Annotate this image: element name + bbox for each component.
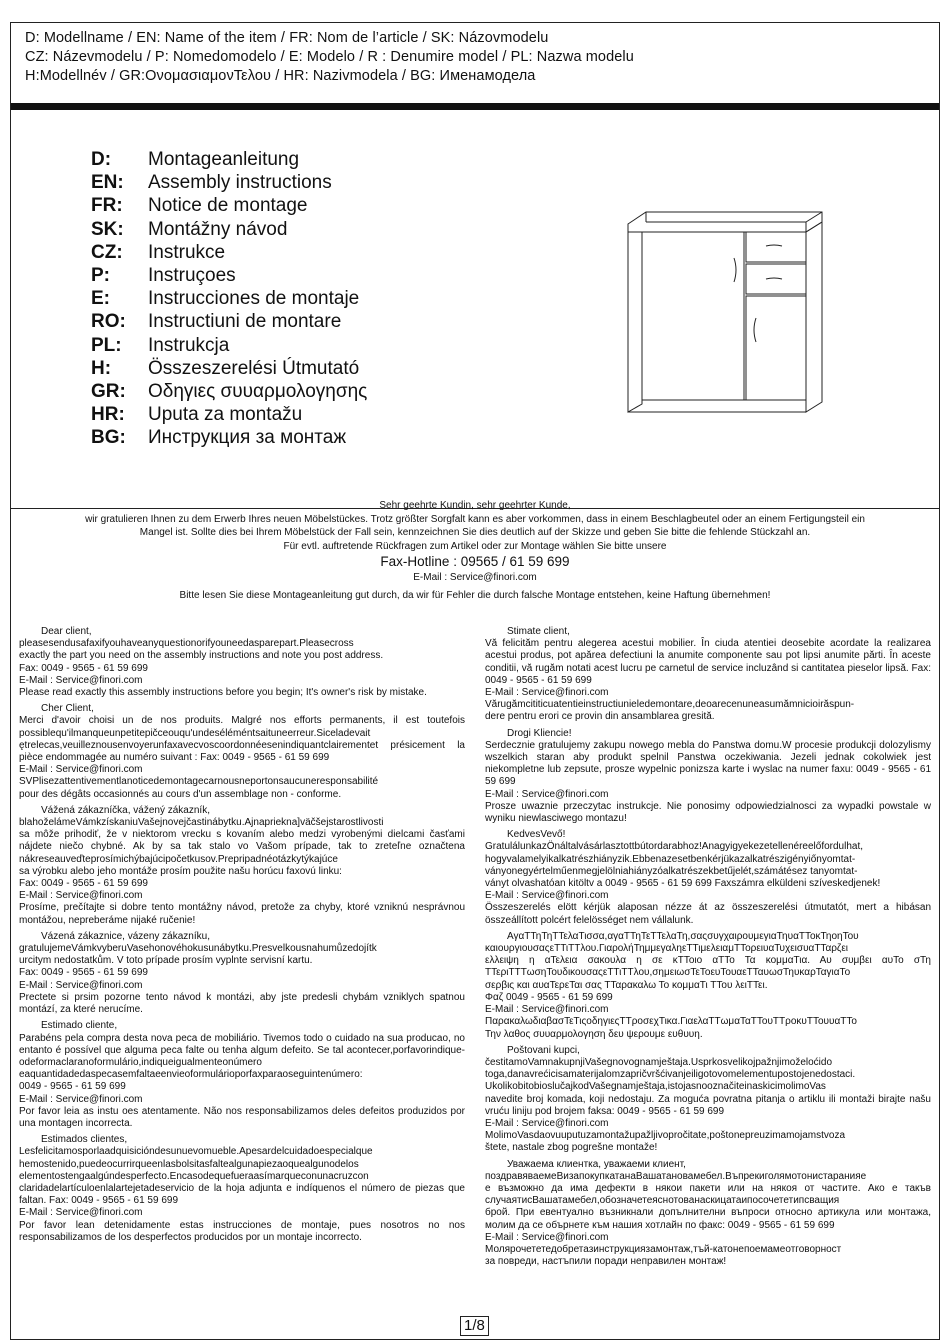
block-line: eaquantidadedaspecasemfaltaeenvieoformulárioporfaxparaoseguintenúmero: [19,1069,363,1081]
block-line: Fax: 0049 - 9565 - 61 59 699 [19,878,148,890]
language-title: Montageanleitung [148,149,300,170]
language-title: Instrucciones de montaje [148,288,360,310]
language-title: Οδηγιες συυαρμολογησης [148,381,368,403]
language-row [91,171,367,194]
language-row [91,357,367,380]
header-divider [11,103,939,110]
block-line: pleasesendusafaxifyouhaveanyquestionorifyouneedasparepart.Pleasecross [19,638,354,650]
salutation: Drogi Kliencie! [507,727,572,739]
block-line: Prosíme, prečítajte si dobre tento montážny návod, pretože za chyby, ktoré vzniknú nesprávnou montážou, nepreberáme nijaké ručenie! [19,902,465,926]
block-line: E-Mail : Service@finori.com [485,1231,609,1243]
block-line: брой. При евентуално възникнали допълнителни въпроси относно артикула или монтажа, молим да се обърнете към нашия хотлайн по факс: 0049 - 9565 - 61 59 699 [485,1207,931,1231]
block-line: Serdecznie gratulujemy zakupu nowego mebla do Panstwa domu.W procesie produkcji dolozylismy wszelkich staran aby produkt spelnil Panstwa oczekiwania. Jezeli jednak cokolwiek jest niekompletne lub zepsute, prosze wypelnic ponizsza karte i wyslac na numer faxu: 0049 - 9565 - 61 59 699 [485,739,931,788]
language-code: GR: [91,381,126,403]
salutation: Уважаема клиентка, уважаеми клиент, [507,1158,686,1170]
language-title: Notice de montage [148,195,308,217]
block-line: Prosze uwaznie przeczytac instrukcje. Nie ponosimy odpowiedzialnosci za wypadki powstale w wyniku niewlasciwego montazu! [485,800,931,825]
block-line: за повреди, настъпили поради неправилен монтаж! [485,1256,727,1268]
block-line: Merci d'avoir choisi un de nos produits. Malgré nos efforts permanents, il est toutefois possiblequ'ilmanqueunpetitepičceouqu'undeséléméntsaituneerreur.Siceladevait [19,715,465,739]
block-line: E-Mail : Service@finori.com [19,1207,143,1219]
language-code: D: [91,149,112,170]
block-line: Fax: 0049 - 9565 - 61 59 699 [19,967,148,979]
salutation: Estimados clientes, [41,1134,128,1146]
block-line: е възможно да има дефекти в някои пакети или на някоя от частите. Ако е такъв случаятисВашатамебел,обозначетеяснотованаскицатаипосочететипсващия [485,1182,931,1207]
language-block [485,829,931,927]
block-line: dere pentru erori ce provin din ansamblarea gresită. [485,711,715,723]
language-row [91,194,367,217]
block-line: ványt olvashatóan kitöltv a 0049 - 9565 - 61 59 699 Faxszámra elküldeni szíveskedjenek! [485,878,881,890]
header-line: H:Modellnév / GR:ΟνομασιαμονΤελου / HR: Nazivmodela / BG: Именамодела [25,68,536,84]
email: E-Mail : Service@finori.com [413,572,537,583]
language-block [485,931,931,1041]
block-line: Parabéns pela compra desta nova peca de mobiliário. Tivemos todo o cuidado na sua producao, no entanto é possível que alguma peca falte ou tenha algum defeito. Se tal acontecer,porfavorindique-odeformaclaranoformulário,indiqueigualmenteonúmero [19,1032,465,1068]
left-column [19,626,465,1272]
block-line: elementostengaalgúndesperfecto.Encasodequefueraasímarqueconunacruzcon [19,1170,369,1182]
block-line: hemostenido,puedeocurrirqueenlasbolsitasfaltealgunapiezaoquealgunodelos [19,1158,359,1170]
block-line: ętrelecas,veuilleznousenvoyerunfaxavecvoscoordonnéesenindiquantclairementet présicement la pièce endommagée au numéro suivant : Fax: 0049 - 9565 - 61 59 699 [19,739,465,764]
block-line: urcitym nedostatkům. V toto prípade prosím vyplnte servisní kartu. [19,955,313,967]
language-row [91,403,367,426]
title-box [11,110,939,509]
block-line: ελλειψη η αΤελεια σακουλα η σε κΤΤοιο αΤΤο Τα κομμαΤια. Αυ συμβει αυΤο σΤη ΤΤεριΤΤΤωσηΤουδικουσαςεΤΤιΤΤλου,σημειωσΤεΤοευΤουαεΤΤαυωσΤηυκαρΤαγιαΤο [485,955,931,979]
block-line: καιουργιουσαςεΤΤιΤΤλου.ΓιαρολήΤημμεγαληεΤΤιμελειαμΤΤορειυαΤυχεισυαΤΤαρζει [485,943,848,955]
language-row [91,264,367,287]
block-line: E-Mail : Service@finori.com [19,979,143,991]
block-line: ΠαρακαλωδιαβασΤεΤιςοδηγιεςΤΤροσεχΤικα.ΓιαελαΤΤωμαΤαΤΤουΤΤροκυΤΤουυαΤΤο [485,1016,857,1028]
block-line: blahoželámeVámkzískaniuVašejnovejčastinábytku.Ajnapriekna]väčšejstarostlivosti [19,817,384,829]
block-line: E-Mail : Service@finori.com [19,1093,143,1105]
language-title: Instruçoes [148,265,236,287]
language-row [91,380,367,403]
block-line: MolimoVasdaovuuputuzamontažupažljivopročitate,poštonepreuzimamojamstvoza [485,1130,846,1142]
language-code: PL: [91,334,122,356]
language-block [485,728,931,826]
block-line: E-Mail : Service@finori.com [485,687,609,699]
language-block [19,1020,465,1130]
language-code: SK: [91,218,124,240]
language-code: BG: [91,427,126,449]
block-line: 0049 - 9565 - 61 59 699 [19,1081,126,1093]
block-line: Vă felicităm pentru alegerea acestui mobilier. În ciuda atentiei deosebite acordate la realizarea acestui produs, pot apărea defectiuni la anumite componente sau pot lipsi anumite părti. În aceste conditii, vă rugăm notati acest lucru pe carnetul de service incluzând si cantitatea pieselor lipsă. Fax: 0049 - 9565 - 61 59 699 [485,638,931,686]
salutation: Dear client, [41,626,92,637]
language-title: Instrukce [148,241,226,263]
block-line: σερβις και αυαΤερεΤαι σας ΤΤαρακαλω Το κομμαΤι ΤΤου λειΤΤει. [485,979,768,991]
salutation: ΑγαΤΤηΤηΤΤελαΤισσα,αγαΤΤηΤεΤΤελαΤη,σαςσυγχαιρουμεγιαΤηυαΤΤοκΤηοηΤου [507,930,859,942]
block-line: Összeszerelés elött kérjük alaposan nézze át az összeszerelési útmutatót, mert a hibásan összeállított polcért felelösséget nem vállalunk. [485,902,931,926]
block-line: Fax: 0049 - 9565 - 61 59 699 [19,662,148,674]
block-line: exactly the part you need on the assembly instructions and note you post address. [19,650,384,662]
german-note: Bitte lesen Sie diese Montageanleitung gut durch, da wir für Fehler die durch falsche Montage entstehen, keine Haftung übernehmen! [179,589,771,601]
language-title: Összeszerelési Útmutató [148,357,360,379]
block-line: Por favor leia as instu oes atentamente. Não nos responsabilizamos deles defeitos produzidos por una montagen incorrecta. [19,1105,465,1129]
language-title: Instrukcja [148,334,230,356]
language-block [19,626,465,699]
model-name-header [11,23,939,86]
block-line: Please read exactly this assembly instructions before you begin; It's owner's risk by mistake. [19,687,427,699]
german-greeting: Sehr geehrte Kundin, sehr geehrter Kunde, [379,500,571,511]
language-code: P: [91,265,110,287]
right-column [485,626,931,1272]
language-code: H: [91,357,112,379]
language-block [19,1134,465,1244]
language-row [91,310,367,333]
block-line: E-Mail : Service@finori.com [485,788,609,800]
salutation: Stimate client, [507,626,570,637]
block-line: Por favor lean detenidamente estas instrucciones de montaje, pues nosotros no nos responsabilizamos de los desperfectos producidos por un montaje incorrecto. [19,1219,465,1243]
german-paragraph: Mangel ist. Sollte dies bei Ihrem Möbelstück der Fall sein, kennzeichnen Sie dies deutlich auf der Skizze und geben Sie bitte die fehlende Stückzahl an. [139,527,811,538]
block-line: Την λαθος συυαρμολογηση δευ ψερουμε ευθυυη. [485,1028,703,1040]
language-row [91,148,367,171]
block-line: štete, nastale zbog pogrešne montaže! [485,1142,658,1154]
language-code: CZ: [91,241,123,263]
block-line: gratulujemeVámkvyberuVasehonovéhokusunábytku.Presvelkousnahumůzedojítk [19,943,377,955]
block-line: hogyvalamelyikalkatrészhiányzik.Ebbenazesetbenkérjükazalkatrészigényiőnyomtat- [485,853,856,865]
block-line: GratulálunkazÖnáltalvásárlasztottbútordarabhoz!Anagyigyekezetellenéreelőfordulhat, [485,841,864,853]
block-line: ványonegyértelműenmegjelölniahiányzóalkatrészekbetűjelét,számátésez tanyomtat- [485,865,858,877]
language-code: RO: [91,311,126,333]
language-block [485,626,931,724]
fax-hotline: Fax-Hotline : 09565 / 61 59 699 [380,554,570,569]
language-code: EN: [91,172,124,194]
block-line: E-Mail : Service@finori.com [19,764,143,776]
block-line: E-Mail : Service@finori.com [485,1117,609,1129]
block-line: Φαζ 0049 - 9565 - 61 59 699 [485,991,613,1003]
block-line: claridadelartículoenlalartejetadeservicio de la hoja adjunta e indíquenos el número de piezas que faltan. Fax: 0049 - 9565 - 61 59 699 [19,1182,465,1207]
header-line: CZ: Názevmodelu / P: Nomedomodelo / E: Modelo / R : Denumire model / PL: Nazwa modelu [25,49,634,65]
language-block [19,805,465,927]
block-line: pour des dégâts occasionnés au cours d'un assemblage non - conforme. [19,788,342,800]
salutation: Vážená zákazníčka, vážený zákazník, [41,804,210,816]
block-line: E-Mail : Service@finori.com [19,674,143,686]
block-line: E-Mail : Service@finori.com [485,890,609,902]
german-intro [11,499,939,602]
german-paragraph: Für evtl. auftretende Rückfragen zum Artikel oder zur Montage wählen Sie bitte unsere [283,540,667,552]
block-line: toga,danavrećicisamaterijalomzapričvršćivanjeiligotovomelementupostojenedostaci. [485,1069,856,1081]
language-title: Uputa za montažu [148,404,303,426]
block-line: sa výrobku alebo jeho montáže prosím použite našu horúcu faxovú linku: [19,865,342,877]
language-block [485,1045,931,1155]
language-row [91,334,367,357]
salutation: Estimado cliente, [41,1020,118,1032]
language-code: FR: [91,195,123,217]
block-line: sa môže prihodiť, že v niektorom vrecku s kovaním alebo medzi vyrobenými dielcami časťami nájdete niečo chybné. Ak by sa tak stalo vo Vašom prípade, tak to zreteľne označtena nákreseauveďteprosímichýbajúcipočetkusov.Prepripadnéotázkytýkajúce [19,829,465,865]
block-line: čestitamoVamnakupnjiVašegnovognamještaja.Usprkosvelikojpažnjimoželoćido [485,1056,833,1068]
block-line: navedite broj komada, koji nedostaju. Za moguća povratna pitanja o artiklu ili montaži birajte našu vruću liniju pod brojem faksa: 0049 - 9565 - 61 59 699 [485,1093,931,1117]
document-page [10,22,940,1340]
block-line: поздравяваемеВизапокупкатанаВашатановамебел.Въпрекиголямотонистаранияе [485,1170,867,1182]
cabinet-illustration [626,206,836,416]
salutation: Poštovani kupci, [507,1044,580,1056]
translations [19,626,931,1272]
block-line: Lesfelicitamosporlaadquisicióndesunuevomueble.Apesardelcuidadoespecialque [19,1146,373,1158]
block-line: SVPlisezattentivementlanoticedemontagecarnousneportonsaucuneresponsabilité [19,776,379,788]
salutation: Cher Client, [41,703,94,715]
german-paragraph: wir gratulieren Ihnen zu dem Erwerb Ihres neuen Möbelstückes. Trotz größter Sorgfalt kann es aber vorkommen, dass in einem Beschlagbeutel oder an einem Fertigungsteil ein [85,513,865,525]
block-line: Молярочететедобретазинструкциязамонтаж,тъй-катонепоемамеотговорност [485,1243,842,1255]
language-title: Montážny návod [148,218,288,240]
header-line: D: Modellname / EN: Name of the item / FR: Nom de l’article / SK: Názovmodelu [25,30,549,46]
language-code: HR: [91,404,125,426]
block-line: E-Mail : Service@finori.com [485,1004,609,1016]
language-code: E: [91,288,110,310]
salutation: Vázená zákaznice, vázeny zákazníku, [41,930,210,942]
language-list [91,148,367,450]
block-line: UkolikobitobioslučajkodVašegnamještaja,istojasnooznačiteinaskicimolimoVas [485,1081,826,1093]
block-line: E-Mail : Service@finori.com [19,890,143,902]
language-title: Instructiuni de montare [148,311,342,333]
language-block [485,1159,931,1269]
block-line: Prectete si prsim pozorne tento návod k montázi, aby jste predesli chybám vzniklych spatnou montází, za které nerucíme. [19,991,465,1016]
block-line: Vărugămcititicuatentieinstructiunieledemontare,deoarecenuneasumămnicioirăspun- [485,699,855,711]
salutation: KedvesVevő! [507,829,566,841]
language-block [19,703,465,801]
language-row [91,218,367,241]
language-row [91,426,367,449]
language-row [91,287,367,310]
language-row [91,241,367,264]
language-block [19,931,465,1016]
language-title: Assembly instructions [148,172,332,194]
page-number: 1/8 [460,1316,489,1336]
language-title: Инструкция за монтаж [148,427,347,449]
